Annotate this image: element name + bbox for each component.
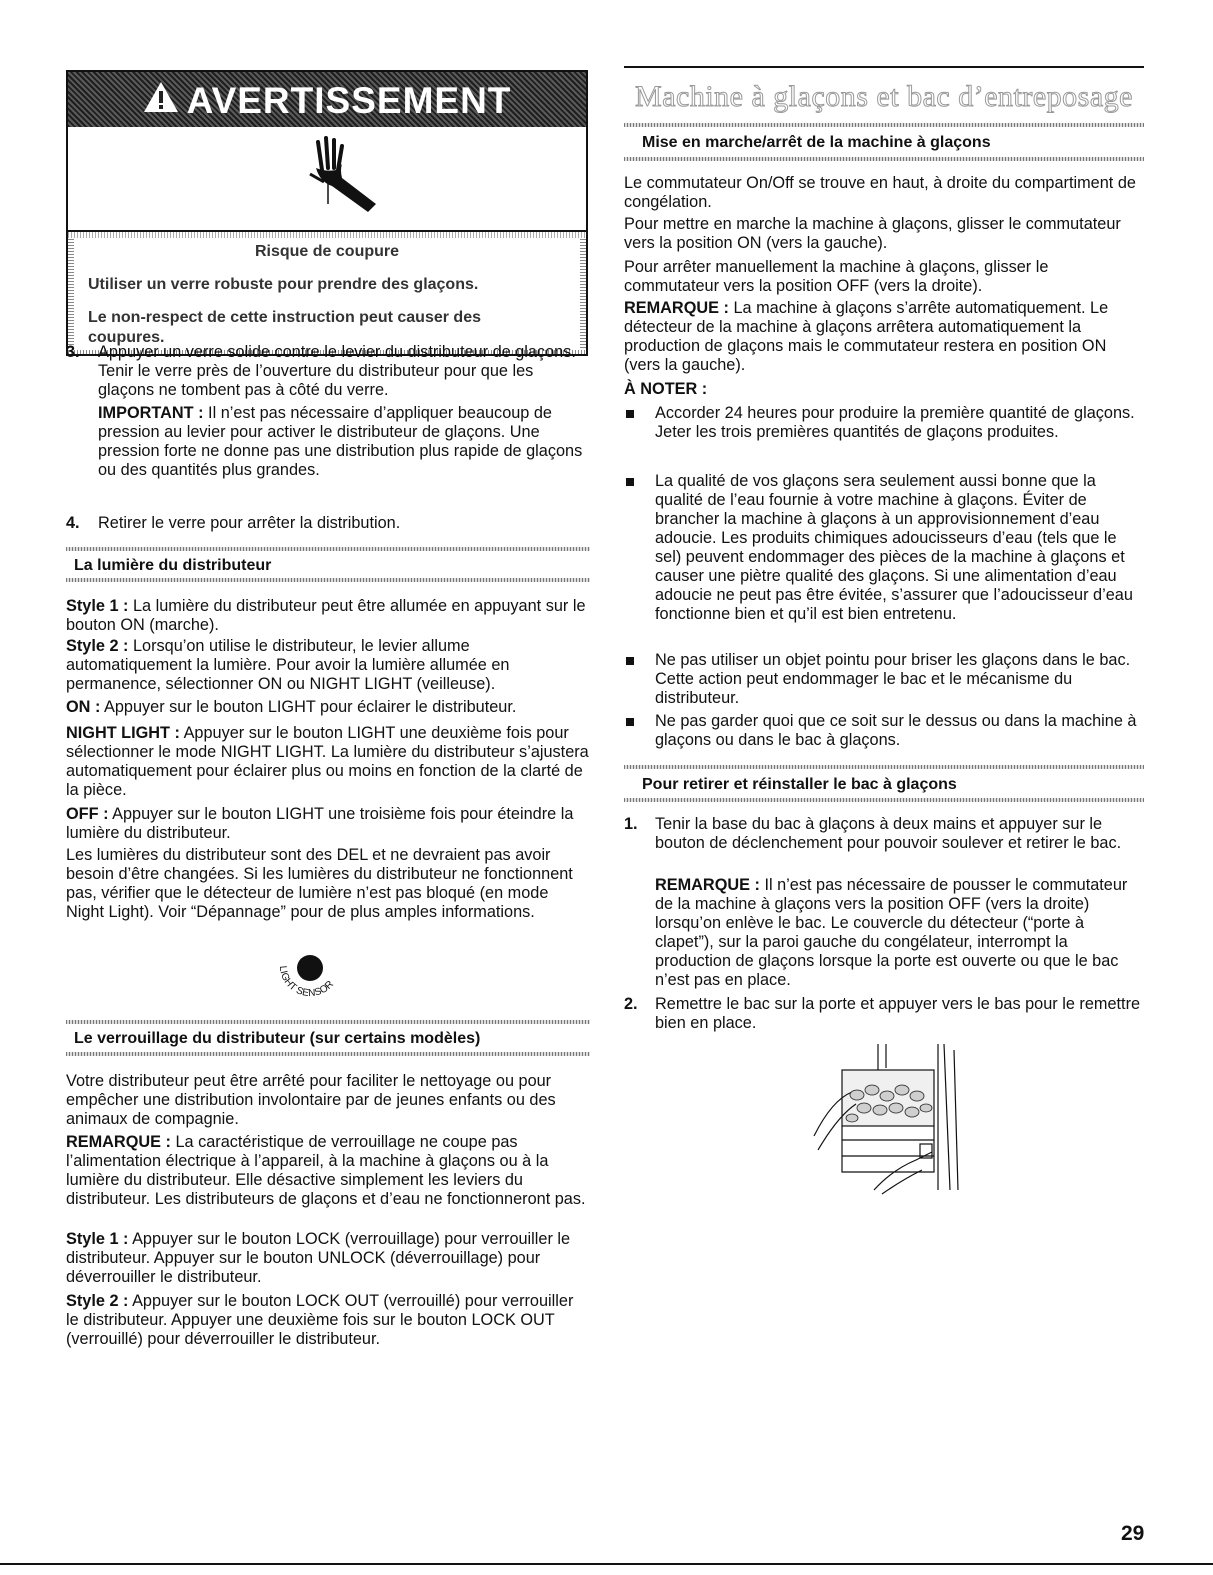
warning-title: AVERTISSEMENT: [186, 80, 512, 121]
important-note: IMPORTANT : Il n’est pas nécessaire d’appliquer beaucoup de pression au levier pour activer le distributeur de glaçons. Une pression forte ne donne pas une distribution plus rapide de glaçons ou des quantités plus grandes.: [98, 404, 583, 479]
warning-subtitle: Risque de coupure: [254, 243, 400, 260]
bin-step-2: Remettre le bac sur la porte et appuyer vers le bas pour le remettre bien en place.: [655, 995, 1141, 1032]
bullet-icon: [626, 410, 634, 418]
ice-bin-illustration: [812, 1040, 972, 1205]
a-noter-label: À NOTER :: [624, 380, 708, 398]
bin-heading: Pour retirer et réinstaller le bac à glaçons: [642, 776, 957, 793]
lock-heading: Le verrouillage du distributeur (sur certains modèles): [74, 1030, 481, 1047]
bullet-icon: [626, 478, 634, 486]
bin-step-1: Tenir la base du bac à glaçons à deux mains et appuyer sur le bouton de déclenchement pour pouvoir soulever et retirer le bac.: [655, 815, 1122, 852]
onoff-p1: Le commutateur On/Off se trouve en haut, à droite du compartiment de congélation.: [624, 174, 1136, 211]
svg-text:LIGHT SENSOR: LIGHT SENSOR: [276, 965, 336, 1000]
onoff-p3: Pour arrêter manuellement la machine à glaçons, glisser le commutateur vers la position OFF (vers la droite).: [624, 258, 1049, 295]
bin-remarque: REMARQUE : Il n’est pas nécessaire de pousser le commutateur de la machine à glaçons vers la position OFF (vers la droite) lorsqu’on enlève le bac. Le couvercle du détecteur (“porte à clapet”), sur la paroi gauche du congélateur, interrompt la production de glaçons lorsque la porte est ouverte ou que le bac n’est pas en place.: [655, 876, 1128, 989]
warning-line-2: Le non-respect de cette instruction peut causer des coupures.: [88, 309, 481, 346]
step-4-text: Retirer le verre pour arrêter la distribution.: [98, 514, 401, 532]
page-number: 29: [1121, 1522, 1145, 1545]
light-paragraph: Les lumières du distributeur sont des DEL et ne devraient pas avoir besoin d’être changées. Si les lumières du distributeur ne fonctionnent pas, vérifier que le détecteur de lumière n’est pas bloqué (en mode Night Light). Voir “Dépannage” pour de plus amples informations.: [66, 846, 573, 921]
noter-item: Ne pas garder quoi que ce soit sur le dessus ou dans la machine à glaçons ou dans le bac à glaçons.: [655, 712, 1137, 749]
noter-item: La qualité de vos glaçons sera seulement aussi bonne que la qualité de l’eau fournie à votre machine à glaçons. Éviter de brancher la machine à glaçons à un approvisionnement d’eau adoucie. Les produits chimiques adoucisseurs d’eau (tels que le sel) peuvent endommager des pièces de la machine à glaçons et causer une piètre qualité des glaçons. Si une alimentation d’eau adoucie ne peut pas être évitée, s’assurer que l’adoucisseur d’eau fonctionne bien et qu’il est bien entretenu.: [655, 472, 1133, 623]
light-sensor-figure: [270, 948, 350, 1009]
step-3-text: Appuyer un verre solide contre le levier du distributeur de glaçons. Tenir le verre près de l’ouverture du distributeur pour que les glaçons ne tombent pas à côté du verre.: [98, 343, 576, 399]
step-number: 2.: [624, 995, 638, 1013]
noter-item: Ne pas utiliser un objet pointu pour briser les glaçons dans le bac. Cette action peut endommager le bac et le mécanisme du distributeur.: [655, 651, 1131, 707]
bullet-icon: [626, 718, 634, 726]
lock-paragraph: Votre distributeur peut être arrêté pour faciliter le nettoyage ou pour empêcher une distribution involontaire par de jeunes enfants ou des animaux de compagnie.: [66, 1072, 556, 1128]
lock-style-2: Style 2 : Appuyer sur le bouton LOCK OUT (verrouillé) pour verrouiller le distributeur. Appuyer une deuxième fois sur le bouton LOCK OUT (verrouillé) pour déverrouiller le distributeur.: [66, 1292, 574, 1348]
warning-box: [66, 70, 588, 356]
warning-header: [68, 72, 586, 127]
step-number: 4.: [66, 514, 80, 532]
lock-style-1: Style 1 : Appuyer sur le bouton LOCK (verrouillage) pour verrouiller le distributeur. Appuyer sur le bouton UNLOCK (déverrouillage) pour déverrouiller le distributeur.: [66, 1230, 571, 1286]
onoff-remarque: REMARQUE : La machine à glaçons s’arrête automatiquement. Le détecteur de la machine à glaçons arrêtera automatiquement la production de glaçons mais le commutateur restera en position ON (vers la gauche).: [624, 299, 1109, 374]
noter-item: Accorder 24 heures pour produire la première quantité de glaçons. Jeter les trois premières quantités de glaçons produites.: [655, 404, 1135, 441]
light-sensor-icon: [270, 948, 350, 1004]
warning-line-1: Utiliser un verre robuste pour prendre des glaçons.: [88, 276, 479, 293]
light-style-1: Style 1 : La lumière du distributeur peut être allumée en appuyant sur le bouton ON (marche).: [66, 597, 586, 634]
onoff-heading: Mise en marche/arrêt de la machine à glaçons: [642, 134, 991, 151]
light-style-2: Style 2 : Lorsqu’on utilise le distributeur, le levier allume automatiquement la lumière. Pour avoir la lumière allumée en permanence, sélectionner ON ou NIGHT LIGHT (veilleuse).: [66, 637, 510, 693]
lock-remarque: REMARQUE : La caractéristique de verrouillage ne coupe pas l’alimentation électrique à l’appareil, à la machine à glaçons ou à la lumière du distributeur. Elle désactive simplement les leviers du distributeur. Les distributeurs de glaçons et d’eau ne fonctionneront pas.: [66, 1133, 586, 1208]
light-heading: La lumière du distributeur: [74, 557, 272, 574]
ice-bin-removal-icon: [812, 1040, 972, 1200]
bullet-icon: [626, 657, 634, 665]
section-title: Machine à glaçons et bac d’entreposage: [635, 80, 1133, 113]
light-night: NIGHT LIGHT : Appuyer sur le bouton LIGHT une deuxième fois pour sélectionner le mode NIGHT LIGHT. La lumière du distributeur s’ajustera automatiquement pour éclairer plus ou moins en fonction de la clarté de la pièce.: [66, 724, 589, 799]
light-off: OFF : Appuyer sur le bouton LIGHT une troisième fois pour éteindre la lumière du distributeur.: [66, 805, 574, 842]
warning-triangle-icon: [143, 80, 179, 122]
light-on: ON : Appuyer sur le bouton LIGHT pour éclairer le distributeur.: [66, 698, 517, 716]
cut-hand-icon: [298, 134, 388, 223]
step-number: 1.: [624, 815, 638, 833]
onoff-p2: Pour mettre en marche la machine à glaçons, glisser le commutateur vers la position ON (vers la gauche).: [624, 215, 1121, 252]
step-number: 3.: [66, 343, 80, 361]
